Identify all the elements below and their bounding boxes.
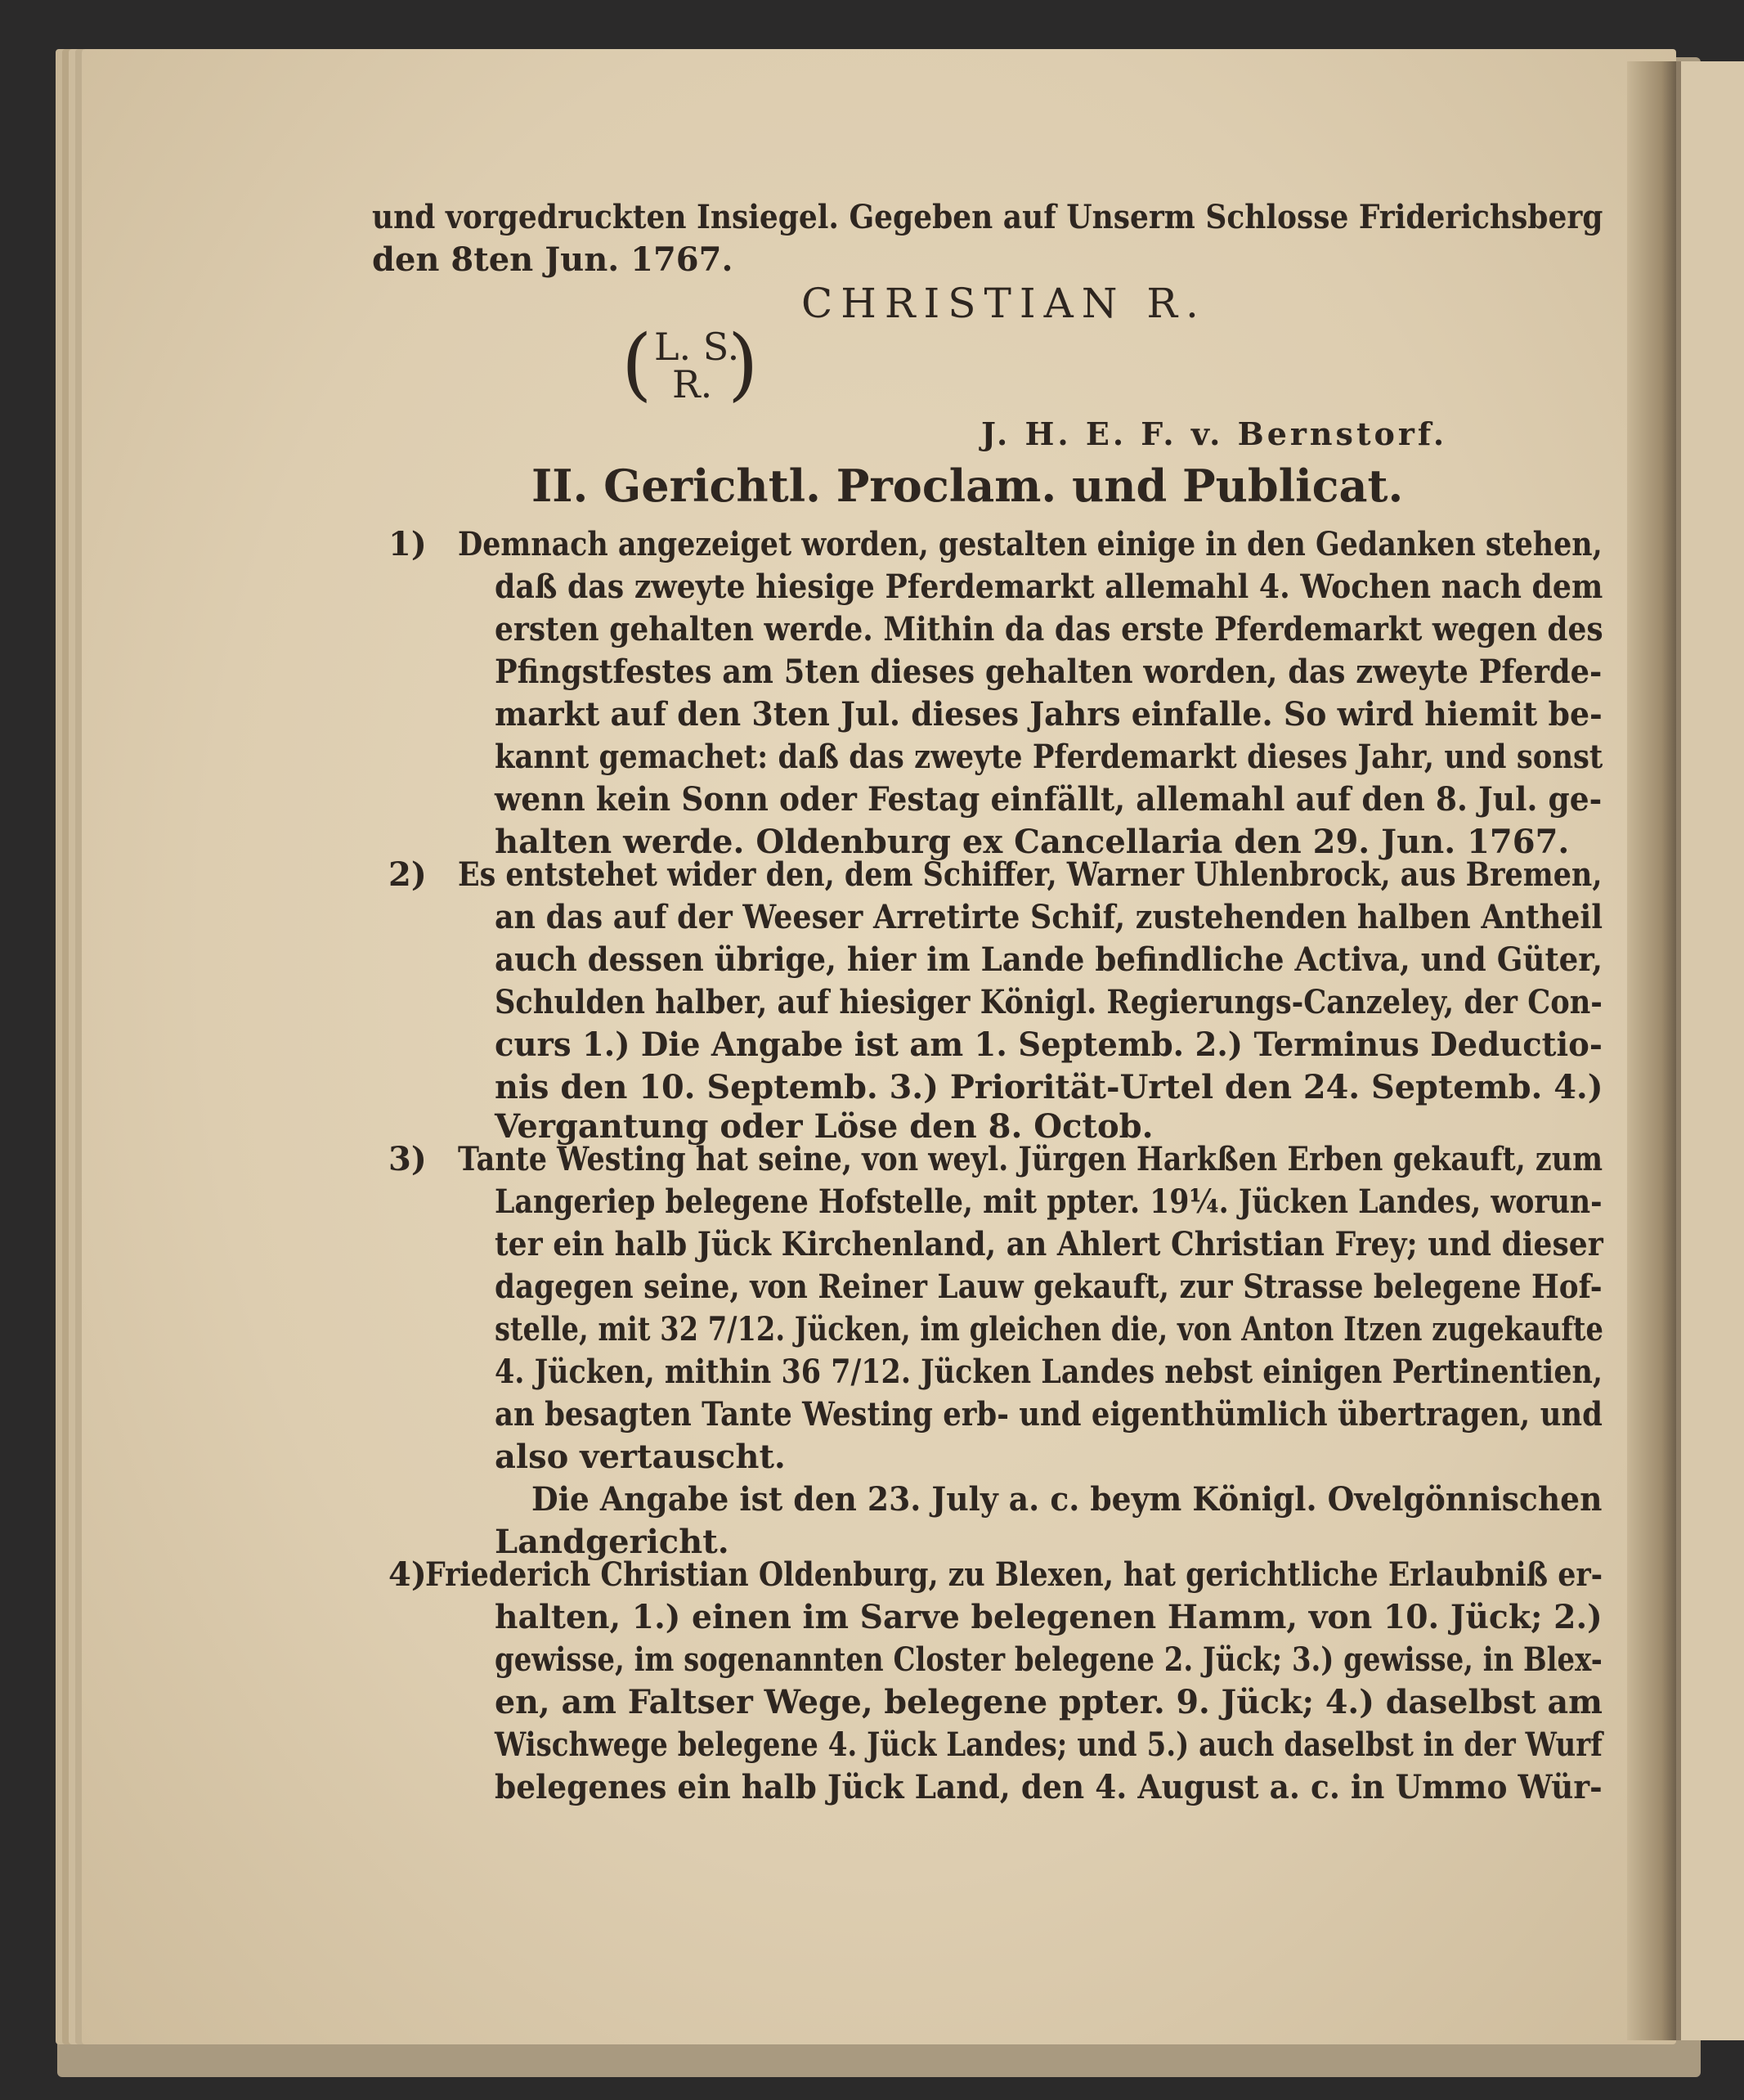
item-4-line: Friederich Christian Oldenburg, zu Blexen, hat gerichtliche Erlaubniß er- bbox=[425, 1555, 1603, 1594]
item-1-line: halten werde. Oldenburg ex Cancellaria den 29. Jun. 1767. bbox=[495, 823, 1570, 861]
item-3-followup: Die Angabe ist den 23. July a. c. beym Königl. Ovelgönnischen bbox=[531, 1480, 1603, 1519]
item-number: 1) bbox=[388, 525, 427, 563]
item-4-line: en, am Faltser Wege, belegene ppter. 9. Jück; 4.) daselbst am bbox=[495, 1683, 1603, 1721]
item-3-line: stelle, mit 32 7/12. Jücken, im gleichen die, von Anton Itzen zugekaufte bbox=[495, 1310, 1603, 1348]
item-1-line: Pfingstfestes am 5ten dieses gehalten worden, das zweyte Pferde- bbox=[495, 653, 1603, 691]
item-1-line: ersten gehalten werde. Mithin da das erste Pferdemarkt wegen des bbox=[495, 610, 1603, 648]
item-2-line: auch dessen übrige, hier im Lande befindliche Activa, und Güter, bbox=[495, 940, 1603, 979]
seal-mark bbox=[621, 318, 760, 413]
item-2-line: Vergantung oder Löse den 8. Octob. bbox=[495, 1107, 1154, 1146]
item-3-line: Tante Westing hat seine, von weyl. Jürgen Harkßen Erben gekauft, zum bbox=[458, 1140, 1603, 1178]
item-1-line: markt auf den 3ten Jul. dieses Jahrs einfalle. So wird hiemit be- bbox=[495, 695, 1603, 734]
item-1-line: wenn kein Sonn oder Festag einfällt, allemahl auf den 8. Jul. ge- bbox=[495, 780, 1603, 819]
item-1-line: kannt gemachet: daß das zweyte Pferdemarkt dieses Jahr, und sonst bbox=[495, 738, 1603, 776]
seal-r: R. bbox=[672, 362, 713, 406]
item-3-line: ter ein halb Jück Kirchenland, an Ahlert Christian Frey; und dieser bbox=[495, 1225, 1603, 1263]
item-4-line: halten, 1.) einen im Sarve belegenen Hamm, von 10. Jück; 2.) bbox=[495, 1598, 1603, 1636]
item-4-line: Wischwege belegene 4. Jück Landes; und 5.) auch daselbst in der Wurf bbox=[495, 1725, 1603, 1764]
item-2-line: curs 1.) Die Angabe ist am 1. Septemb. 2.) Terminus Deductio- bbox=[495, 1025, 1603, 1064]
countersignature: J. H. E. F. v. Bernstorf. bbox=[981, 415, 1448, 452]
item-4-line: gewisse, im sogenannten Closter belegene 2. Jück; 3.) gewisse, in Blex- bbox=[495, 1640, 1603, 1679]
item-1-line: Demnach angezeiget worden, gestalten einige in den Gedanken stehen, bbox=[458, 525, 1603, 563]
item-3-line: Langeriep belegene Hofstelle, mit ppter. 19¼. Jücken Landes, worun- bbox=[495, 1182, 1603, 1221]
item-3-line: an besagten Tante Westing erb- und eigenthümlich übertragen, und bbox=[495, 1395, 1603, 1434]
item-2-line: nis den 10. Septemb. 3.) Priorität-Urtel den 24. Septemb. 4.) bbox=[495, 1068, 1603, 1106]
opening-line-2: den 8ten Jun. 1767. bbox=[372, 240, 733, 279]
seal-ls: L. S. bbox=[654, 325, 740, 369]
item-3-followup: Landgericht. bbox=[495, 1523, 729, 1561]
seal-open-paren: ( bbox=[621, 318, 652, 410]
section-title: II. Gerichtl. Proclam. und Publicat. bbox=[531, 460, 1404, 512]
item-2-line: Es entstehet wider den, dem Schiffer, Warner Uhlenbrock, aus Bremen, bbox=[458, 855, 1603, 894]
item-2-line: Schulden halber, auf hiesiger Königl. Regierungs-Canzeley, der Con- bbox=[495, 983, 1603, 1021]
item-3-line: also vertauscht. bbox=[495, 1438, 786, 1476]
item-3-line: dagegen seine, von Reiner Lauw gekauft, zur Strasse belegene Hof- bbox=[495, 1268, 1603, 1306]
item-4-line: belegenes ein halb Jück Land, den 4. August a. c. in Ummo Wür- bbox=[495, 1768, 1603, 1806]
item-1-line: daß das zweyte hiesige Pferdemarkt allemahl 4. Wochen nach dem bbox=[495, 568, 1603, 606]
item-number: 2) bbox=[388, 855, 427, 894]
king-signature: CHRISTIAN R. bbox=[801, 280, 1207, 327]
item-2-line: an das auf der Weeser Arretirte Schif, zustehenden halben Antheil bbox=[495, 898, 1603, 936]
item-number: 3) bbox=[388, 1140, 427, 1178]
opening-line-1: und vorgedruckten Insiegel. Gegeben auf Unserm Schlosse Friderichsberg bbox=[372, 198, 1603, 236]
seal-close-paren: ) bbox=[728, 318, 759, 410]
item-number: 4) bbox=[388, 1555, 427, 1594]
item-3-line: 4. Jücken, mithin 36 7/12. Jücken Landes nebst einigen Pertinentien, bbox=[495, 1353, 1603, 1391]
